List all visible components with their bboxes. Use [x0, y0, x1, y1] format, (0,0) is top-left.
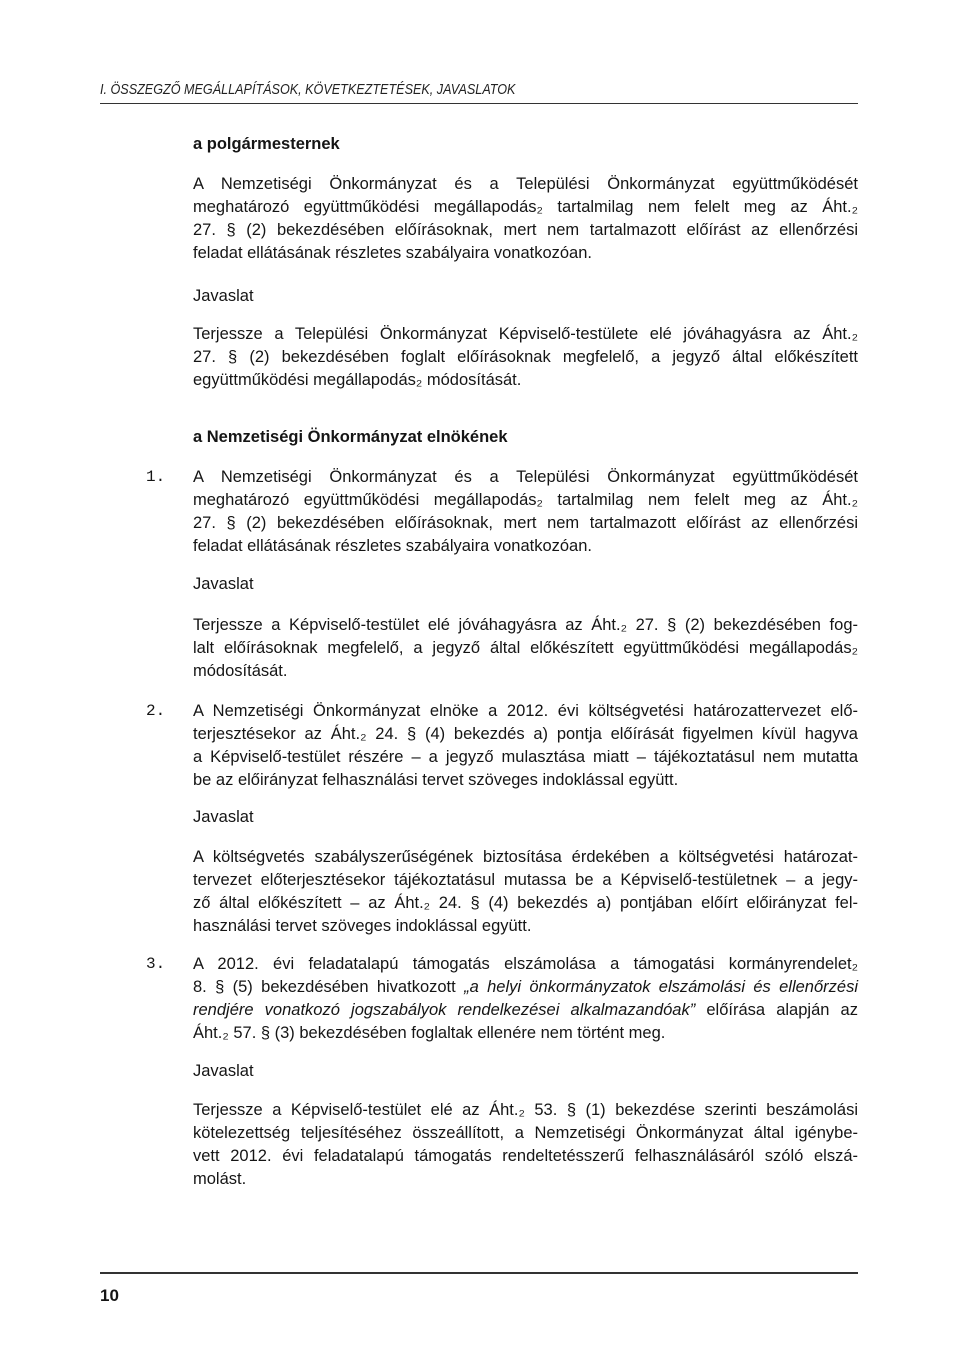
paragraph-line: Áht.₂ 57. § (3) bekezdésében foglaltak ellenére nem történt meg.: [193, 1024, 666, 1042]
line-text: előírása alapján az: [695, 1001, 858, 1019]
paragraph-line: feladat ellátásának részletes szabályaira vonatkozóan.: [193, 537, 592, 555]
paragraph-line: A Nemzetiségi Önkormányzat elnöke a 2012. évi költségvetési határozattervezet elő-: [193, 702, 858, 720]
item-3-proposal-paragraph: [193, 1099, 858, 1191]
quoted-italic-text: rendjére vonatkozó jogszabályok rendelkezései alkalmazandóak”: [193, 1001, 696, 1019]
paragraph-line: vett 2012. évi feladatalapú támogatás rendeltetésszerű felhasználásáról szóló elszá-: [193, 1147, 858, 1165]
paragraph-line: ző által előkészített – az Áht.₂ 24. § (4) bekezdés a) pontjában előírt előirányzat fel-: [193, 894, 858, 912]
item-1-finding-paragraph: [193, 466, 858, 558]
page-number: 10: [100, 1286, 119, 1305]
item-1-proposal-paragraph: [193, 614, 858, 683]
paragraph-line: A költségvetés szabályszerűségének biztosítása érdekében a költségvetési határozat-: [193, 848, 858, 866]
line-text: 8. § (5) bekezdésében hivatkozott: [193, 978, 465, 996]
paragraph-line: 27. § (2) bekezdésében foglalt előírásoknak megfelelő, a jegyző által előkészített: [193, 348, 858, 366]
paragraph-line: módosítását.: [193, 662, 288, 680]
header-rule: [100, 103, 858, 104]
paragraph-line: A Nemzetiségi Önkormányzat és a Települési Önkormányzat együttműködését: [193, 175, 858, 193]
paragraph-line: lalt előírásoknak megfelelő, a jegyző által előkészített együttműködési megállapodás₂: [193, 639, 858, 657]
paragraph-line: molást.: [193, 1170, 247, 1188]
paragraph-line: Terjessze a Települési Önkormányzat Képviselő-testülete elé jóváhagyásra az Áht.₂: [193, 325, 858, 343]
paragraph-line: együttműködési megállapodás₂ módosítását.: [193, 371, 522, 389]
paragraph-line: a Képviselő-testület részére – a jegyző mulasztása miatt – tájékoztatásul nem mutatta: [193, 748, 858, 766]
mayor-proposal-paragraph: [193, 323, 858, 392]
paragraph-line: kötelezettség teljesítéséhez összeállított, a Nemzetiségi Önkormányzat által igénybe-: [193, 1124, 858, 1142]
paragraph-line: 27. § (2) bekezdésében előírásoknak, mert nem tartalmazott előírást az ellenőrzési: [193, 221, 858, 239]
paragraph-line: Terjessze a Képviselő-testület elé jóváhagyásra az Áht.₂ 27. § (2) bekezdésében fog-: [193, 616, 858, 634]
mayor-finding-paragraph: [193, 173, 858, 265]
paragraph-line: feladat ellátásának részletes szabályaira vonatkozóan.: [193, 244, 592, 262]
paragraph-line: 27. § (2) bekezdésében előírásoknak, mert nem tartalmazott előírást az ellenőrzési: [193, 514, 858, 532]
section-heading-chair: a Nemzetiségi Önkormányzat elnökének: [193, 428, 508, 446]
paragraph-line: meghatározó együttműködési megállapodás₂ tartalmilag nem felelt meg az Áht.₂: [193, 491, 858, 509]
item-3-finding-paragraph: [193, 953, 858, 1045]
paragraph-line: A 2012. évi feladatalapú támogatás elszámolása a támogatási kormányrendelet₂: [193, 955, 858, 973]
paragraph-line: használási tervet szöveges indoklással együtt.: [193, 917, 532, 935]
paragraph-line: tervezet előterjesztésekor tájékoztatásul mutassa be a Képviselő-testületnek – a jegy-: [193, 871, 858, 889]
item-2-finding-paragraph: [193, 700, 858, 792]
paragraph-line: Terjessze a Képviselő-testület elé az Áht.₂ 53. § (1) bekezdése szerinti beszámolási: [193, 1101, 858, 1119]
proposal-label: Javaslat: [193, 1062, 254, 1080]
paragraph-line: [193, 976, 858, 999]
item-number: 3.: [146, 955, 166, 973]
paragraph-line: [193, 999, 858, 1022]
paragraph-line: terjesztésekor az Áht.₂ 24. § (4) bekezdés a) pontja előírását figyelmen kívül hagyva: [193, 725, 858, 743]
paragraph-line: meghatározó együttműködési megállapodás₂ tartalmilag nem felelt meg az Áht.₂: [193, 198, 858, 216]
proposal-label: Javaslat: [193, 808, 254, 826]
proposal-label: Javaslat: [193, 575, 254, 593]
paragraph-line: be az előirányzat felhasználási tervet szöveges indoklással együtt.: [193, 771, 679, 789]
section-heading-mayor: a polgármesternek: [193, 135, 340, 153]
running-header: I. ÖSSZEGZŐ MEGÁLLAPÍTÁSOK, KÖVETKEZTETÉSEK, JAVASLATOK: [100, 81, 516, 98]
item-2-proposal-paragraph: [193, 846, 858, 938]
item-number: 2.: [146, 702, 166, 720]
proposal-label: Javaslat: [193, 287, 254, 305]
quoted-italic-text: „a helyi önkormányzatok elszámolási és ellenőrzési: [464, 978, 858, 996]
paragraph-line: A Nemzetiségi Önkormányzat és a Települési Önkormányzat együttműködését: [193, 468, 858, 486]
footer-rule: [100, 1272, 858, 1274]
item-number: 1.: [146, 468, 166, 486]
